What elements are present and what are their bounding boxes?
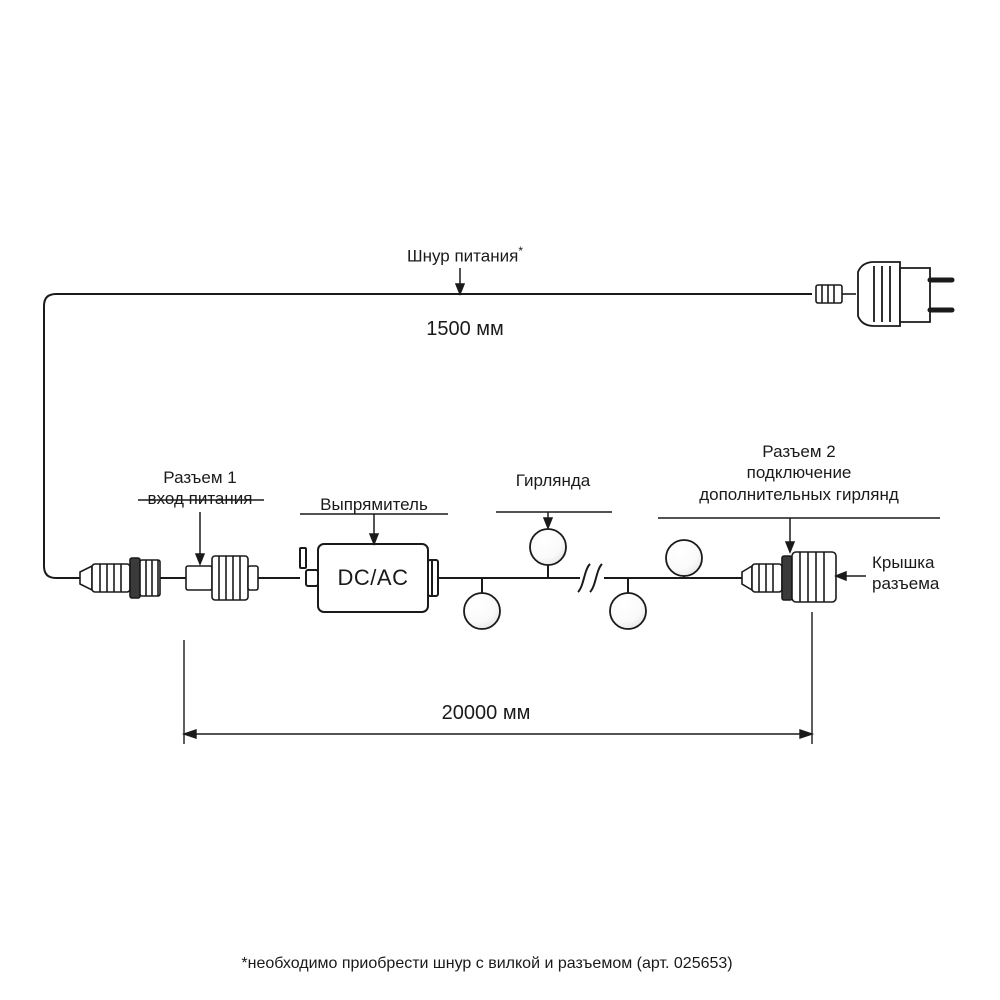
mains-plug <box>858 262 952 326</box>
label-power-cord <box>407 244 523 267</box>
bulb-down-2 <box>610 578 646 629</box>
label-connector-2 <box>699 441 899 505</box>
bulb-up-2 <box>666 540 702 578</box>
label-connector-1-line1: Разъем 1 <box>163 468 237 487</box>
connector-1-input <box>80 558 160 598</box>
label-connector-cap-line2: разъема <box>872 574 940 594</box>
wire-break-symbol <box>578 564 602 592</box>
label-power-cord-asterisk: * <box>518 244 523 258</box>
connector-2-output <box>742 556 792 600</box>
label-connector-1 <box>148 467 253 510</box>
rectifier-box-label: DC/AC <box>337 565 409 590</box>
label-rectifier: Выпрямитель <box>320 495 428 514</box>
label-connector-cap <box>872 552 939 595</box>
connector-cap <box>792 552 836 602</box>
label-garland: Гирлянда <box>515 471 591 490</box>
label-connector-cap-line1: Крышка <box>872 553 935 572</box>
label-connector-2-line1: Разъем 2 <box>762 442 836 461</box>
bulb-down-1 <box>464 578 500 629</box>
label-connector-2-line3: дополнительных гирлянд <box>699 484 899 504</box>
label-connector-2-line2: подключение <box>746 463 852 483</box>
label-connector-1-line2: вход питания <box>147 489 253 509</box>
footnote-text: *необходимо приобрести шнур с вилкой и разъемом (арт. 025653) <box>241 955 733 972</box>
bulb-up-1 <box>530 529 566 578</box>
plug-cord-ferrule <box>816 285 856 303</box>
label-power-cord-text: Шнур питания <box>407 246 519 266</box>
dimension-garland-length: 20000 мм <box>441 702 531 724</box>
dimension-cord-length: 1500 мм <box>426 318 504 340</box>
connector-1-socket <box>186 556 258 600</box>
